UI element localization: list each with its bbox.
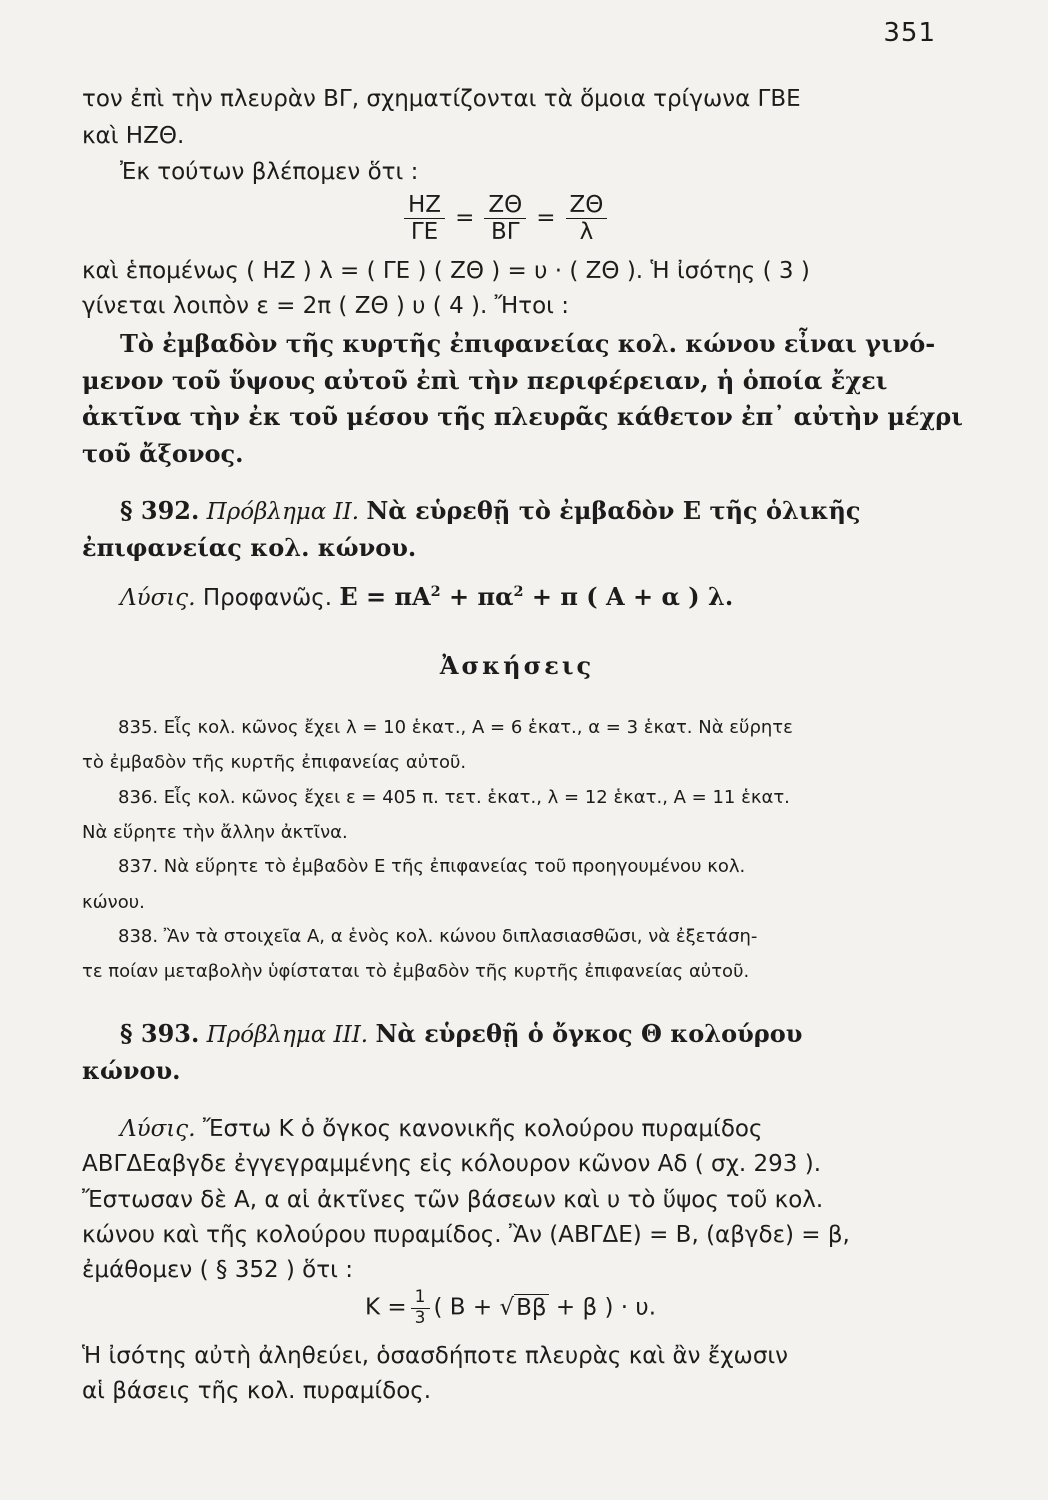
exercise-838: 838. Ἂν τὰ στοιχεῖα Α, α ἑνὸς κολ. κώνου διπλασιασθῶσι, νὰ ἐξετάση-	[118, 926, 758, 947]
text-line: καὶ ἑπομένως ( ΗΖ ) λ = ( ΓΕ ) ( ΖΘ ) = υ · ( ΖΘ ). Ἡ ἰσότης ( 3 )	[82, 258, 810, 284]
text-line: ἐμάθομεν ( § 352 ) ὅτι :	[82, 1257, 353, 1283]
fraction: $\frac{1}{3}$	[411, 1288, 430, 1328]
section-392-solution: Λύσις. Προφανῶς. $E = \pi A^2 + \pi\alpha^2 + \pi$ ( Α + α ) λ.	[120, 582, 734, 611]
theorem-line: τοῦ ἄξονος.	[82, 439, 244, 468]
exercise-836-cont: Νὰ εὕρητε τὴν ἄλλην ἀκτῖνα.	[82, 822, 348, 843]
exercise-835-cont: τὸ ἐμβαδὸν τῆς κυρτῆς ἐπιφανείας αὐτοῦ.	[82, 752, 467, 773]
text-line: γίνεται λοιπὸν ε = 2π ( ΖΘ ) υ ( 4 ). Ἤτοι :	[82, 293, 569, 319]
page-number: 351	[883, 18, 936, 48]
text-line: Ἔστωσαν δὲ Α, α αἱ ἀκτῖνες τῶν βάσεων καὶ υ τὸ ὕψος τοῦ κολ.	[82, 1187, 824, 1213]
fraction: $\frac{Z\Theta}{B\Gamma}$	[484, 192, 526, 246]
exercise-837: 837. Νὰ εὕρητε τὸ ἐμβαδὸν Ε τῆς ἐπιφανείας τοῦ προηγουμένου κολ.	[118, 856, 746, 877]
ratio-equation: $\frac{HZ}{\Gamma E}$ = $\frac{Z\Theta}{B\Gamma}$ = $\frac{Z\Theta}{\lambda}$	[400, 192, 660, 246]
section-392-title: § 392. Πρόβλημα ΙΙ. Νὰ εὑρεθῇ τὸ ἐμβαδὸν Ε τῆς ὁλικῆς	[120, 496, 861, 525]
text-line: ΑΒΓΔΕαβγδε ἐγγεγραμμένης εἰς κόλουρον κῶνον Αδ ( σχ. 293 ).	[82, 1151, 821, 1177]
section-393-title-cont: κώνου.	[82, 1056, 181, 1085]
fraction: $\frac{Z\Theta}{\lambda}$	[566, 192, 608, 246]
exercise-835: 835. Εἷς κολ. κῶνος ἔχει λ = 10 ἑκατ., Α = 6 ἑκατ., α = 3 ἑκατ. Νὰ εὕρητε	[118, 717, 793, 738]
theorem-line: μενον τοῦ ὕψους αὐτοῦ ἐπὶ τὴν περιφέρειαν, ἡ ὁποία ἔχει	[82, 366, 888, 395]
text-line: αἱ βάσεις τῆς κολ. πυραμίδος.	[82, 1378, 432, 1404]
text-line: καὶ ΗΖΘ.	[82, 123, 185, 149]
exercise-836: 836. Εἷς κολ. κῶνος ἔχει ε = 405 π. τετ. ἑκατ., λ = 12 ἑκατ., Α = 11 ἑκατ.	[118, 787, 790, 808]
text-line: κώνου καὶ τῆς κολούρου πυραμίδος. Ἂν (ΑΒΓΔΕ) = Β, (αβγδε) = β,	[82, 1222, 850, 1248]
fraction: $\frac{HZ}{\Gamma E}$	[404, 192, 445, 246]
text-line: τον ἐπὶ τὴν πλευρὰν ΒΓ, σχηματίζονται τὰ ὅμοια τρίγωνα ΓΒΕ	[82, 86, 801, 112]
volume-formula: Κ = $\frac{1}{3}$ ( Β + √Ββ + β ) · υ.	[365, 1287, 657, 1328]
section-392-title-cont: ἐπιφανείας κολ. κώνου.	[82, 533, 417, 562]
section-393-title: § 393. Πρόβλημα ΙΙΙ. Νὰ εὑρεθῇ ὁ ὄγκος Θ κολούρου	[120, 1019, 803, 1048]
theorem-line: ἀκτῖνα τὴν ἐκ τοῦ μέσου τῆς πλευρᾶς κάθετον ἐπ᾽ αὐτὴν μέχρι	[82, 402, 963, 431]
text-line: Ἡ ἰσότης αὐτὴ ἀληθεύει, ὁσασδήποτε πλευρὰς καὶ ἂν ἔχωσιν	[82, 1343, 789, 1369]
exercises-heading: Ἀσκήσεις	[439, 651, 595, 680]
theorem-line: Τὸ ἐμβαδὸν τῆς κυρτῆς ἐπιφανείας κολ. κώνου εἶναι γινό-	[120, 329, 936, 358]
section-393-solution: Λύσις. Ἔστω Κ ὁ ὄγκος κανονικῆς κολούρου πυραμίδος	[120, 1116, 763, 1142]
text-line: Ἐκ τούτων βλέπομεν ὅτι :	[120, 159, 419, 185]
exercise-838-cont: τε ποίαν μεταβολὴν ὑφίσταται τὸ ἐμβαδὸν τῆς κυρτῆς ἐπιφανείας αὐτοῦ.	[82, 961, 750, 982]
sqrt-icon: √	[499, 1294, 515, 1321]
exercise-837-cont: κώνου.	[82, 892, 145, 913]
